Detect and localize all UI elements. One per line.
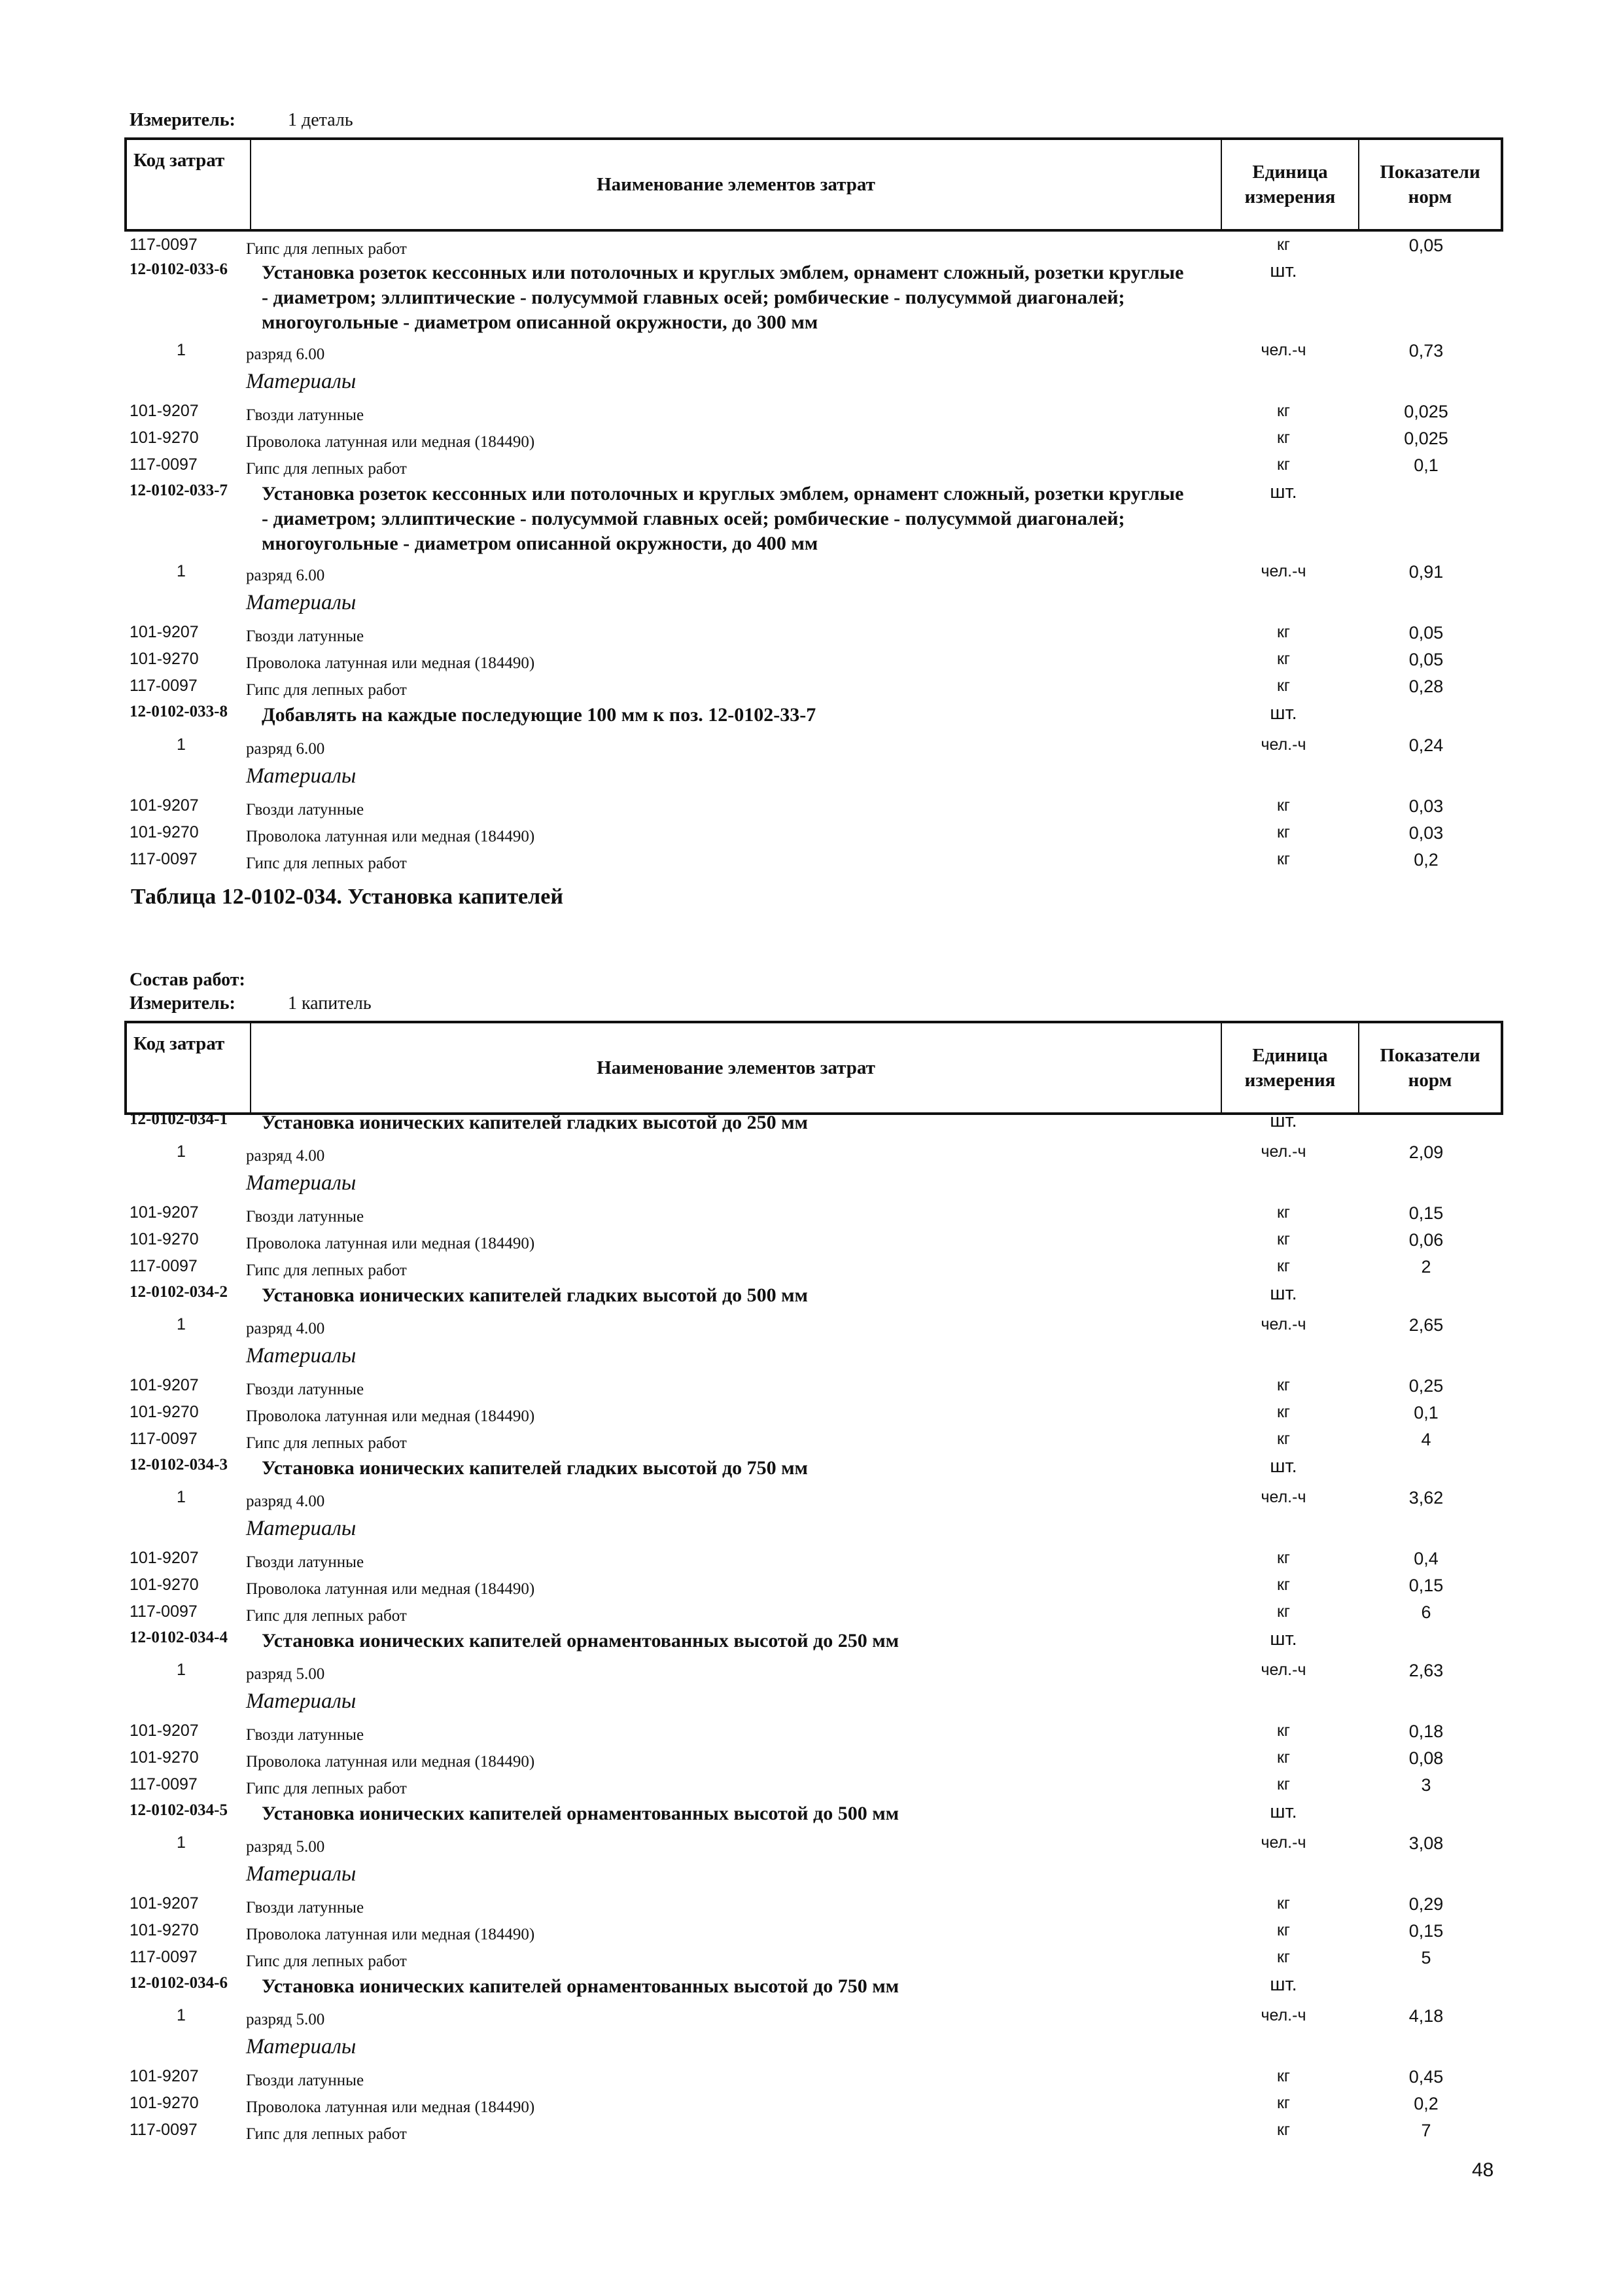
element-name: Гипс для лепных работ xyxy=(246,460,407,478)
element-name: Установка розеток кессонных или потолочных и круглых эмблем, орнамент сложный, розетки круглые - диаметром; эллиптические - полусуммой главных осей; ромбические - полусуммой диагоналей; многоугольные - диаметром описанной окружности, до 400 мм xyxy=(262,483,1184,554)
cost-code: 12-0102-033-8 xyxy=(130,703,228,720)
cost-code: 1 xyxy=(177,2006,186,2024)
unit-cell: кг xyxy=(1276,677,1291,695)
table-header-1 xyxy=(124,137,1503,232)
element-name: Проволока латунная или медная (184490) xyxy=(246,1753,535,1771)
element-name: Проволока латунная или медная (184490) xyxy=(246,1235,535,1252)
element-name: Проволока латунная или медная (184490) xyxy=(246,1926,535,1943)
norm-value: 4,18 xyxy=(1408,2006,1444,2026)
unit-cell: кг xyxy=(1276,1775,1291,1793)
unit-cell: чел.-ч xyxy=(1261,1315,1306,1333)
cost-code: 12-0102-034-6 xyxy=(130,1974,228,1992)
norm-value: 0,025 xyxy=(1404,402,1448,421)
norm-value: 5 xyxy=(1421,1948,1431,1968)
unit-cell: шт. xyxy=(1270,1629,1297,1650)
header-unit-text: Единица измерения xyxy=(1244,162,1336,207)
unit-cell: кг xyxy=(1276,650,1291,668)
cost-code: 1 xyxy=(177,1142,186,1161)
unit-cell: шт. xyxy=(1270,1974,1297,1995)
norm-value: 0,4 xyxy=(1414,1549,1439,1568)
cost-code: 101-9270 xyxy=(130,823,199,841)
norm-value: 0,05 xyxy=(1408,236,1444,255)
norm-value: 0,24 xyxy=(1408,735,1444,755)
norm-value: 0,91 xyxy=(1408,562,1444,582)
cost-code: 101-9207 xyxy=(130,1722,199,1740)
element-name: Установка розеток кессонных или потолочных и круглых эмблем, орнамент сложный, розетки круглые - диаметром; эллиптические - полусуммой главных осей; ромбические - полусуммой диагоналей; многоугольные - диаметром описанной окружности, до 300 мм xyxy=(262,262,1184,333)
norm-value: 3,08 xyxy=(1408,1833,1444,1853)
cost-code: 117-0097 xyxy=(130,1257,198,1275)
element-name: Гвозди латунные xyxy=(246,1899,364,1916)
header-name: Наименование элементов затрат xyxy=(251,139,1221,230)
unit-cell: кг xyxy=(1276,455,1291,474)
element-name: разряд 5.00 xyxy=(246,1665,325,1683)
norm-value: 0,2 xyxy=(1414,2094,1439,2113)
materials-heading: Материалы xyxy=(246,764,357,788)
cost-code: 12-0102-033-7 xyxy=(130,482,228,499)
norm-value: 0,15 xyxy=(1408,1921,1444,1941)
norm-value: 0,15 xyxy=(1408,1576,1444,1595)
cost-code: 12-0102-034-4 xyxy=(130,1629,228,1646)
norm-value: 0,025 xyxy=(1404,429,1448,448)
unit-cell: кг xyxy=(1276,1722,1291,1740)
norm-value: 0,1 xyxy=(1414,455,1439,475)
unit-cell: шт. xyxy=(1270,1801,1297,1822)
unit-cell: кг xyxy=(1276,2121,1291,2139)
page-number: 48 xyxy=(1472,2159,1494,2181)
element-name: Установка ионических капителей орнаментованных высотой до 750 мм xyxy=(262,1975,899,1997)
unit-cell: чел.-ч xyxy=(1261,2006,1306,2024)
norm-value: 4 xyxy=(1421,1430,1431,1449)
unit-cell: кг xyxy=(1276,2067,1291,2085)
cost-code: 12-0102-034-5 xyxy=(130,1801,228,1819)
cost-code: 101-9270 xyxy=(130,1230,199,1248)
norm-value: 0,15 xyxy=(1408,1203,1444,1223)
table-title: Таблица 12-0102-034. Установка капителей xyxy=(131,885,563,909)
element-name: Гвозди латунные xyxy=(246,1726,364,1744)
unit-cell: чел.-ч xyxy=(1261,735,1306,754)
cost-code: 117-0097 xyxy=(130,1430,198,1448)
element-name: разряд 4.00 xyxy=(246,1492,325,1510)
materials-heading: Материалы xyxy=(246,2035,357,2058)
unit-cell: шт. xyxy=(1270,1456,1297,1477)
norm-value: 2,09 xyxy=(1408,1142,1444,1162)
unit-cell: шт. xyxy=(1270,482,1297,503)
cost-code: 1 xyxy=(177,1315,186,1333)
materials-heading: Материалы xyxy=(246,1344,357,1368)
measurer-value-2: 1 капитель xyxy=(288,993,372,1014)
cost-code: 101-9270 xyxy=(130,1403,199,1421)
norm-value: 0,28 xyxy=(1408,677,1444,696)
element-name: Гвозди латунные xyxy=(246,801,364,819)
norm-value: 0,1 xyxy=(1414,1403,1439,1422)
unit-cell: кг xyxy=(1276,1203,1291,1222)
element-name: Гипс для лепных работ xyxy=(246,1262,407,1279)
header-unit xyxy=(1221,139,1359,230)
unit-cell: кг xyxy=(1276,429,1291,447)
unit-cell: кг xyxy=(1276,1230,1291,1248)
element-name: Гвозди латунные xyxy=(246,406,364,424)
unit-cell: кг xyxy=(1276,796,1291,815)
norm-value: 0,05 xyxy=(1408,623,1444,643)
unit-cell: кг xyxy=(1276,1403,1291,1421)
element-name: Проволока латунная или медная (184490) xyxy=(246,433,535,451)
element-name: разряд 5.00 xyxy=(246,1838,325,1856)
element-name: Установка ионических капителей гладких высотой до 500 мм xyxy=(262,1284,808,1306)
cost-code: 117-0097 xyxy=(130,455,198,474)
cost-code: 101-9270 xyxy=(130,2094,199,2112)
header-norm xyxy=(1359,1022,1502,1114)
unit-cell: чел.-ч xyxy=(1261,562,1306,580)
unit-cell: кг xyxy=(1276,2094,1291,2112)
unit-cell: кг xyxy=(1276,1748,1291,1767)
norm-value: 2,65 xyxy=(1408,1315,1444,1335)
unit-cell: кг xyxy=(1276,1921,1291,1939)
element-name: Гипс для лепных работ xyxy=(246,1952,407,1970)
norm-value: 0,03 xyxy=(1408,796,1444,816)
header-unit-text: Единица измерения xyxy=(1244,1045,1336,1091)
unit-cell: чел.-ч xyxy=(1261,1661,1306,1679)
element-name: Гвозди латунные xyxy=(246,1208,364,1226)
unit-cell: кг xyxy=(1276,1376,1291,1394)
element-name: Проволока латунная или медная (184490) xyxy=(246,828,535,845)
element-name: Проволока латунная или медная (184490) xyxy=(246,654,535,672)
element-name: Установка ионических капителей орнаментованных высотой до 500 мм xyxy=(262,1803,899,1824)
unit-cell: чел.-ч xyxy=(1261,1833,1306,1852)
element-name: Проволока латунная или медная (184490) xyxy=(246,1580,535,1598)
unit-cell: кг xyxy=(1276,850,1291,868)
norm-value: 0,25 xyxy=(1408,1376,1444,1396)
element-name: разряд 6.00 xyxy=(246,345,325,363)
measurer-label: Измеритель: xyxy=(130,110,236,130)
unit-cell: кг xyxy=(1276,1549,1291,1567)
unit-cell: шт. xyxy=(1270,260,1297,281)
element-name: разряд 5.00 xyxy=(246,2011,325,2028)
header-code: Код затрат xyxy=(126,139,251,230)
norm-value: 0,08 xyxy=(1408,1748,1444,1768)
norm-value: 2 xyxy=(1421,1257,1431,1277)
cost-code: 101-9207 xyxy=(130,2067,199,2085)
element-name: Гвозди латунные xyxy=(246,1381,364,1398)
cost-code: 101-9207 xyxy=(130,402,199,420)
element-name: Гипс для лепных работ xyxy=(246,240,407,258)
norm-value: 0,73 xyxy=(1408,341,1444,361)
cost-code: 117-0097 xyxy=(130,236,198,254)
cost-code: 117-0097 xyxy=(130,1775,198,1793)
materials-heading: Материалы xyxy=(246,1171,357,1195)
element-name: Гипс для лепных работ xyxy=(246,1607,407,1625)
cost-code: 101-9207 xyxy=(130,623,199,641)
unit-cell: кг xyxy=(1276,823,1291,841)
materials-heading: Материалы xyxy=(246,1862,357,1886)
materials-heading: Материалы xyxy=(246,591,357,614)
cost-code: 101-9270 xyxy=(130,1748,199,1767)
norm-value: 0,06 xyxy=(1408,1230,1444,1250)
cost-code: 101-9207 xyxy=(130,1203,199,1222)
unit-cell: чел.-ч xyxy=(1261,341,1306,359)
cost-code: 1 xyxy=(177,1488,186,1506)
element-name: Гипс для лепных работ xyxy=(246,855,407,872)
element-name: разряд 4.00 xyxy=(246,1320,325,1337)
cost-code: 101-9270 xyxy=(130,650,199,668)
unit-cell: кг xyxy=(1276,1602,1291,1621)
cost-code: 117-0097 xyxy=(130,677,198,695)
cost-code: 101-9207 xyxy=(130,796,199,815)
norm-value: 0,05 xyxy=(1408,650,1444,669)
unit-cell: шт. xyxy=(1270,1110,1297,1131)
element-name: Гвозди латунные xyxy=(246,2072,364,2089)
cost-code: 101-9270 xyxy=(130,1921,199,1939)
unit-cell: кг xyxy=(1276,623,1291,641)
unit-cell: кг xyxy=(1276,236,1291,254)
header-norm-text: Показатели норм xyxy=(1380,1045,1480,1091)
norm-value: 0,29 xyxy=(1408,1894,1444,1914)
composition-label: Состав работ: xyxy=(130,970,245,990)
cost-code: 101-9270 xyxy=(130,1576,199,1594)
unit-cell: шт. xyxy=(1270,703,1297,724)
element-name: Гипс для лепных работ xyxy=(246,1434,407,1452)
unit-cell: кг xyxy=(1276,1257,1291,1275)
header-unit xyxy=(1221,1022,1359,1114)
unit-cell: чел.-ч xyxy=(1261,1142,1306,1161)
unit-cell: кг xyxy=(1276,1948,1291,1966)
cost-code: 1 xyxy=(177,562,186,580)
cost-code: 1 xyxy=(177,1661,186,1679)
element-name: Добавлять на каждые последующие 100 мм к поз. 12-0102-33-7 xyxy=(262,704,816,726)
cost-code: 12-0102-033-6 xyxy=(130,260,228,278)
norm-value: 2,63 xyxy=(1408,1661,1444,1680)
element-name: разряд 6.00 xyxy=(246,740,325,758)
cost-code: 117-0097 xyxy=(130,1602,198,1621)
cost-code: 12-0102-034-3 xyxy=(130,1456,228,1474)
element-name: Установка ионических капителей орнаментованных высотой до 250 мм xyxy=(262,1630,899,1651)
cost-code: 12-0102-034-2 xyxy=(130,1283,228,1301)
measurer-label-2: Измеритель: xyxy=(130,993,236,1014)
materials-heading: Материалы xyxy=(246,1689,357,1713)
norm-value: 0,45 xyxy=(1408,2067,1444,2087)
unit-cell: кг xyxy=(1276,1430,1291,1448)
cost-code: 1 xyxy=(177,341,186,359)
element-name: Гвозди латунные xyxy=(246,627,364,645)
cost-code: 1 xyxy=(177,1833,186,1852)
cost-code: 101-9207 xyxy=(130,1549,199,1567)
norm-value: 3,62 xyxy=(1408,1488,1444,1508)
element-name: Гипс для лепных работ xyxy=(246,1780,407,1797)
element-name: разряд 6.00 xyxy=(246,567,325,584)
element-name: Гвозди латунные xyxy=(246,1553,364,1571)
element-name: разряд 4.00 xyxy=(246,1147,325,1165)
unit-cell: шт. xyxy=(1270,1283,1297,1304)
element-name: Гипс для лепных работ xyxy=(246,2125,407,2143)
norm-value: 0,03 xyxy=(1408,823,1444,843)
materials-heading: Материалы xyxy=(246,1517,357,1540)
cost-code: 101-9270 xyxy=(130,429,199,447)
measurer-value: 1 деталь xyxy=(288,110,353,130)
element-name: Установка ионических капителей гладких высотой до 750 мм xyxy=(262,1457,808,1479)
header-norm-text: Показатели норм xyxy=(1380,162,1480,207)
norm-value: 0,2 xyxy=(1414,850,1439,870)
norm-value: 0,18 xyxy=(1408,1722,1444,1741)
norm-value: 6 xyxy=(1421,1602,1431,1622)
unit-cell: чел.-ч xyxy=(1261,1488,1306,1506)
unit-cell: кг xyxy=(1276,1576,1291,1594)
table-header-2 xyxy=(124,1021,1503,1115)
cost-code: 1 xyxy=(177,735,186,754)
cost-code: 101-9207 xyxy=(130,1376,199,1394)
cost-code: 117-0097 xyxy=(130,850,198,868)
element-name: Проволока латунная или медная (184490) xyxy=(246,1407,535,1425)
header-code: Код затрат xyxy=(126,1022,251,1114)
unit-cell: кг xyxy=(1276,402,1291,420)
element-name: Гипс для лепных работ xyxy=(246,681,407,699)
header-norm xyxy=(1359,139,1502,230)
norm-value: 7 xyxy=(1421,2121,1431,2140)
element-name: Установка ионических капителей гладких высотой до 250 мм xyxy=(262,1112,808,1133)
norm-value: 3 xyxy=(1421,1775,1431,1795)
cost-code: 12-0102-034-1 xyxy=(130,1110,228,1128)
cost-code: 101-9207 xyxy=(130,1894,199,1913)
cost-code: 117-0097 xyxy=(130,2121,198,2139)
element-name: Проволока латунная или медная (184490) xyxy=(246,2098,535,2116)
header-name: Наименование элементов затрат xyxy=(251,1022,1221,1114)
unit-cell: кг xyxy=(1276,1894,1291,1913)
cost-code: 117-0097 xyxy=(130,1948,198,1966)
materials-heading: Материалы xyxy=(246,370,357,393)
